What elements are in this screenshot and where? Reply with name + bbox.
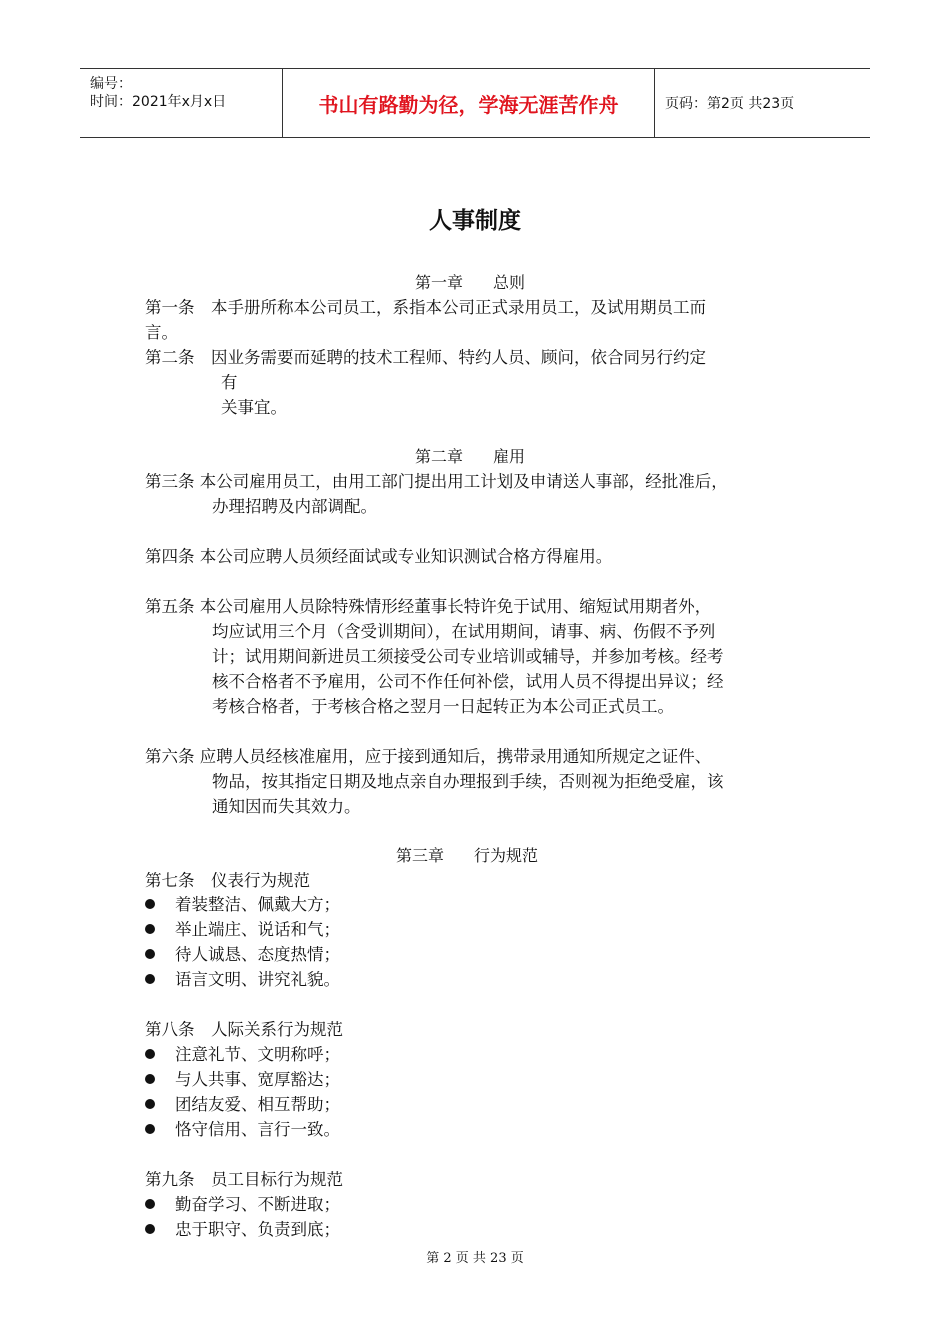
- chapter-number: 第一章: [415, 273, 464, 292]
- motto: 书山有路勤为径，学海无涯苦作舟: [283, 69, 655, 137]
- list-item: 恪守信用、言行一致。: [145, 1116, 340, 1140]
- page-footer: 第 2 页 共 23 页: [426, 1251, 524, 1266]
- article-3-line: 第三条 本公司雇用员工，由用工部门提出用工计划及申请送人事部，经批准后，: [145, 472, 728, 491]
- chapter-heading: [415, 444, 525, 467]
- list-item: 着装整洁、佩戴大方；: [145, 891, 340, 915]
- article-9-line: 第九条 员工目标行为规范: [145, 1170, 343, 1189]
- list-item: 团结友爱、相互帮助；: [145, 1091, 340, 1115]
- article-5-line: 核不合格者不予雇用，公司不作任何补偿，试用人员不得提出异议；经: [212, 672, 724, 691]
- bullet-icon: [145, 899, 155, 909]
- bullet-icon: [145, 1199, 155, 1209]
- chapter-number: 第三章: [396, 846, 445, 865]
- article-4-line: 第四条 本公司应聘人员须经面试或专业知识测试合格方得雇用。: [145, 547, 613, 566]
- article-5-line: 第五条 本公司雇用人员除特殊情形经董事长特许免于试用、缩短试用期者外，: [145, 597, 712, 616]
- bullet-icon: [145, 1124, 155, 1134]
- bullet-icon: [145, 949, 155, 959]
- bullet-icon: [145, 1099, 155, 1109]
- list-item: 与人共事、宽厚豁达；: [145, 1066, 340, 1090]
- article-2-line: 第二条 因业务需要而延聘的技术工程师、特约人员、顾问，依合同另行约定: [145, 348, 706, 367]
- article-8-line: 第八条 人际关系行为规范: [145, 1020, 343, 1039]
- article-5-line: 计；试用期间新进员工须接受公司专业培训或辅导，并参加考核。经考: [212, 647, 724, 666]
- chapter-number: 第二章: [415, 447, 464, 466]
- list-item: 勤奋学习、不断进取；: [145, 1191, 340, 1215]
- header-meta-cell: [80, 69, 283, 137]
- chapter-heading: [415, 270, 525, 293]
- bullet-icon: [145, 1224, 155, 1234]
- time-label: 时间：2021年x月x日: [90, 94, 227, 110]
- article-6-line: 第六条 应聘人员经核准雇用，应于接到通知后，携带录用通知所规定之证件、: [145, 747, 712, 766]
- chapter-name: 总则: [493, 273, 526, 292]
- list-item: 举止端庄、说话和气；: [145, 916, 340, 940]
- article-7-line: 第七条 仪表行为规范: [145, 871, 310, 890]
- bullet-icon: [145, 1049, 155, 1059]
- article-5-line: 均应试用三个月（含受训期间），在试用期间，请事、病、伤假不予列: [212, 622, 716, 641]
- article-2-line: 有: [221, 373, 238, 392]
- document-title: 人事制度: [429, 208, 521, 234]
- article-6-line: 物品，按其指定日期及地点亲自办理报到手续，否则视为拒绝受雇，该: [212, 772, 724, 791]
- list-item: 语言文明、讲究礼貌。: [145, 966, 340, 990]
- bullet-icon: [145, 1074, 155, 1084]
- article-6-line: 通知因而失其效力。: [212, 797, 361, 816]
- article-1-line: 言。: [145, 323, 178, 342]
- page-info: 页码：第2页 共23页: [665, 96, 795, 112]
- header-table: [80, 68, 870, 138]
- bullet-icon: [145, 924, 155, 934]
- list-item: 待人诚恳、态度热情；: [145, 941, 340, 965]
- article-2-line: 关事宜。: [221, 398, 287, 417]
- list-item: 注意礼节、文明称呼；: [145, 1041, 340, 1065]
- chapter-name: 雇用: [493, 447, 526, 466]
- article-1-line: 第一条 本手册所称本公司员工，系指本公司正式录用员工，及试用期员工而: [145, 298, 706, 317]
- chapter-name: 行为规范: [474, 846, 539, 865]
- bullet-icon: [145, 974, 155, 984]
- article-5-line: 考核合格者，于考核合格之翌月一日起转正为本公司正式员工。: [212, 697, 674, 716]
- list-item: 忠于职守、负责到底；: [145, 1216, 340, 1240]
- number-label: 编号：: [90, 76, 132, 92]
- chapter-heading: [396, 843, 538, 866]
- article-3-line: 办理招聘及内部调配。: [212, 497, 377, 516]
